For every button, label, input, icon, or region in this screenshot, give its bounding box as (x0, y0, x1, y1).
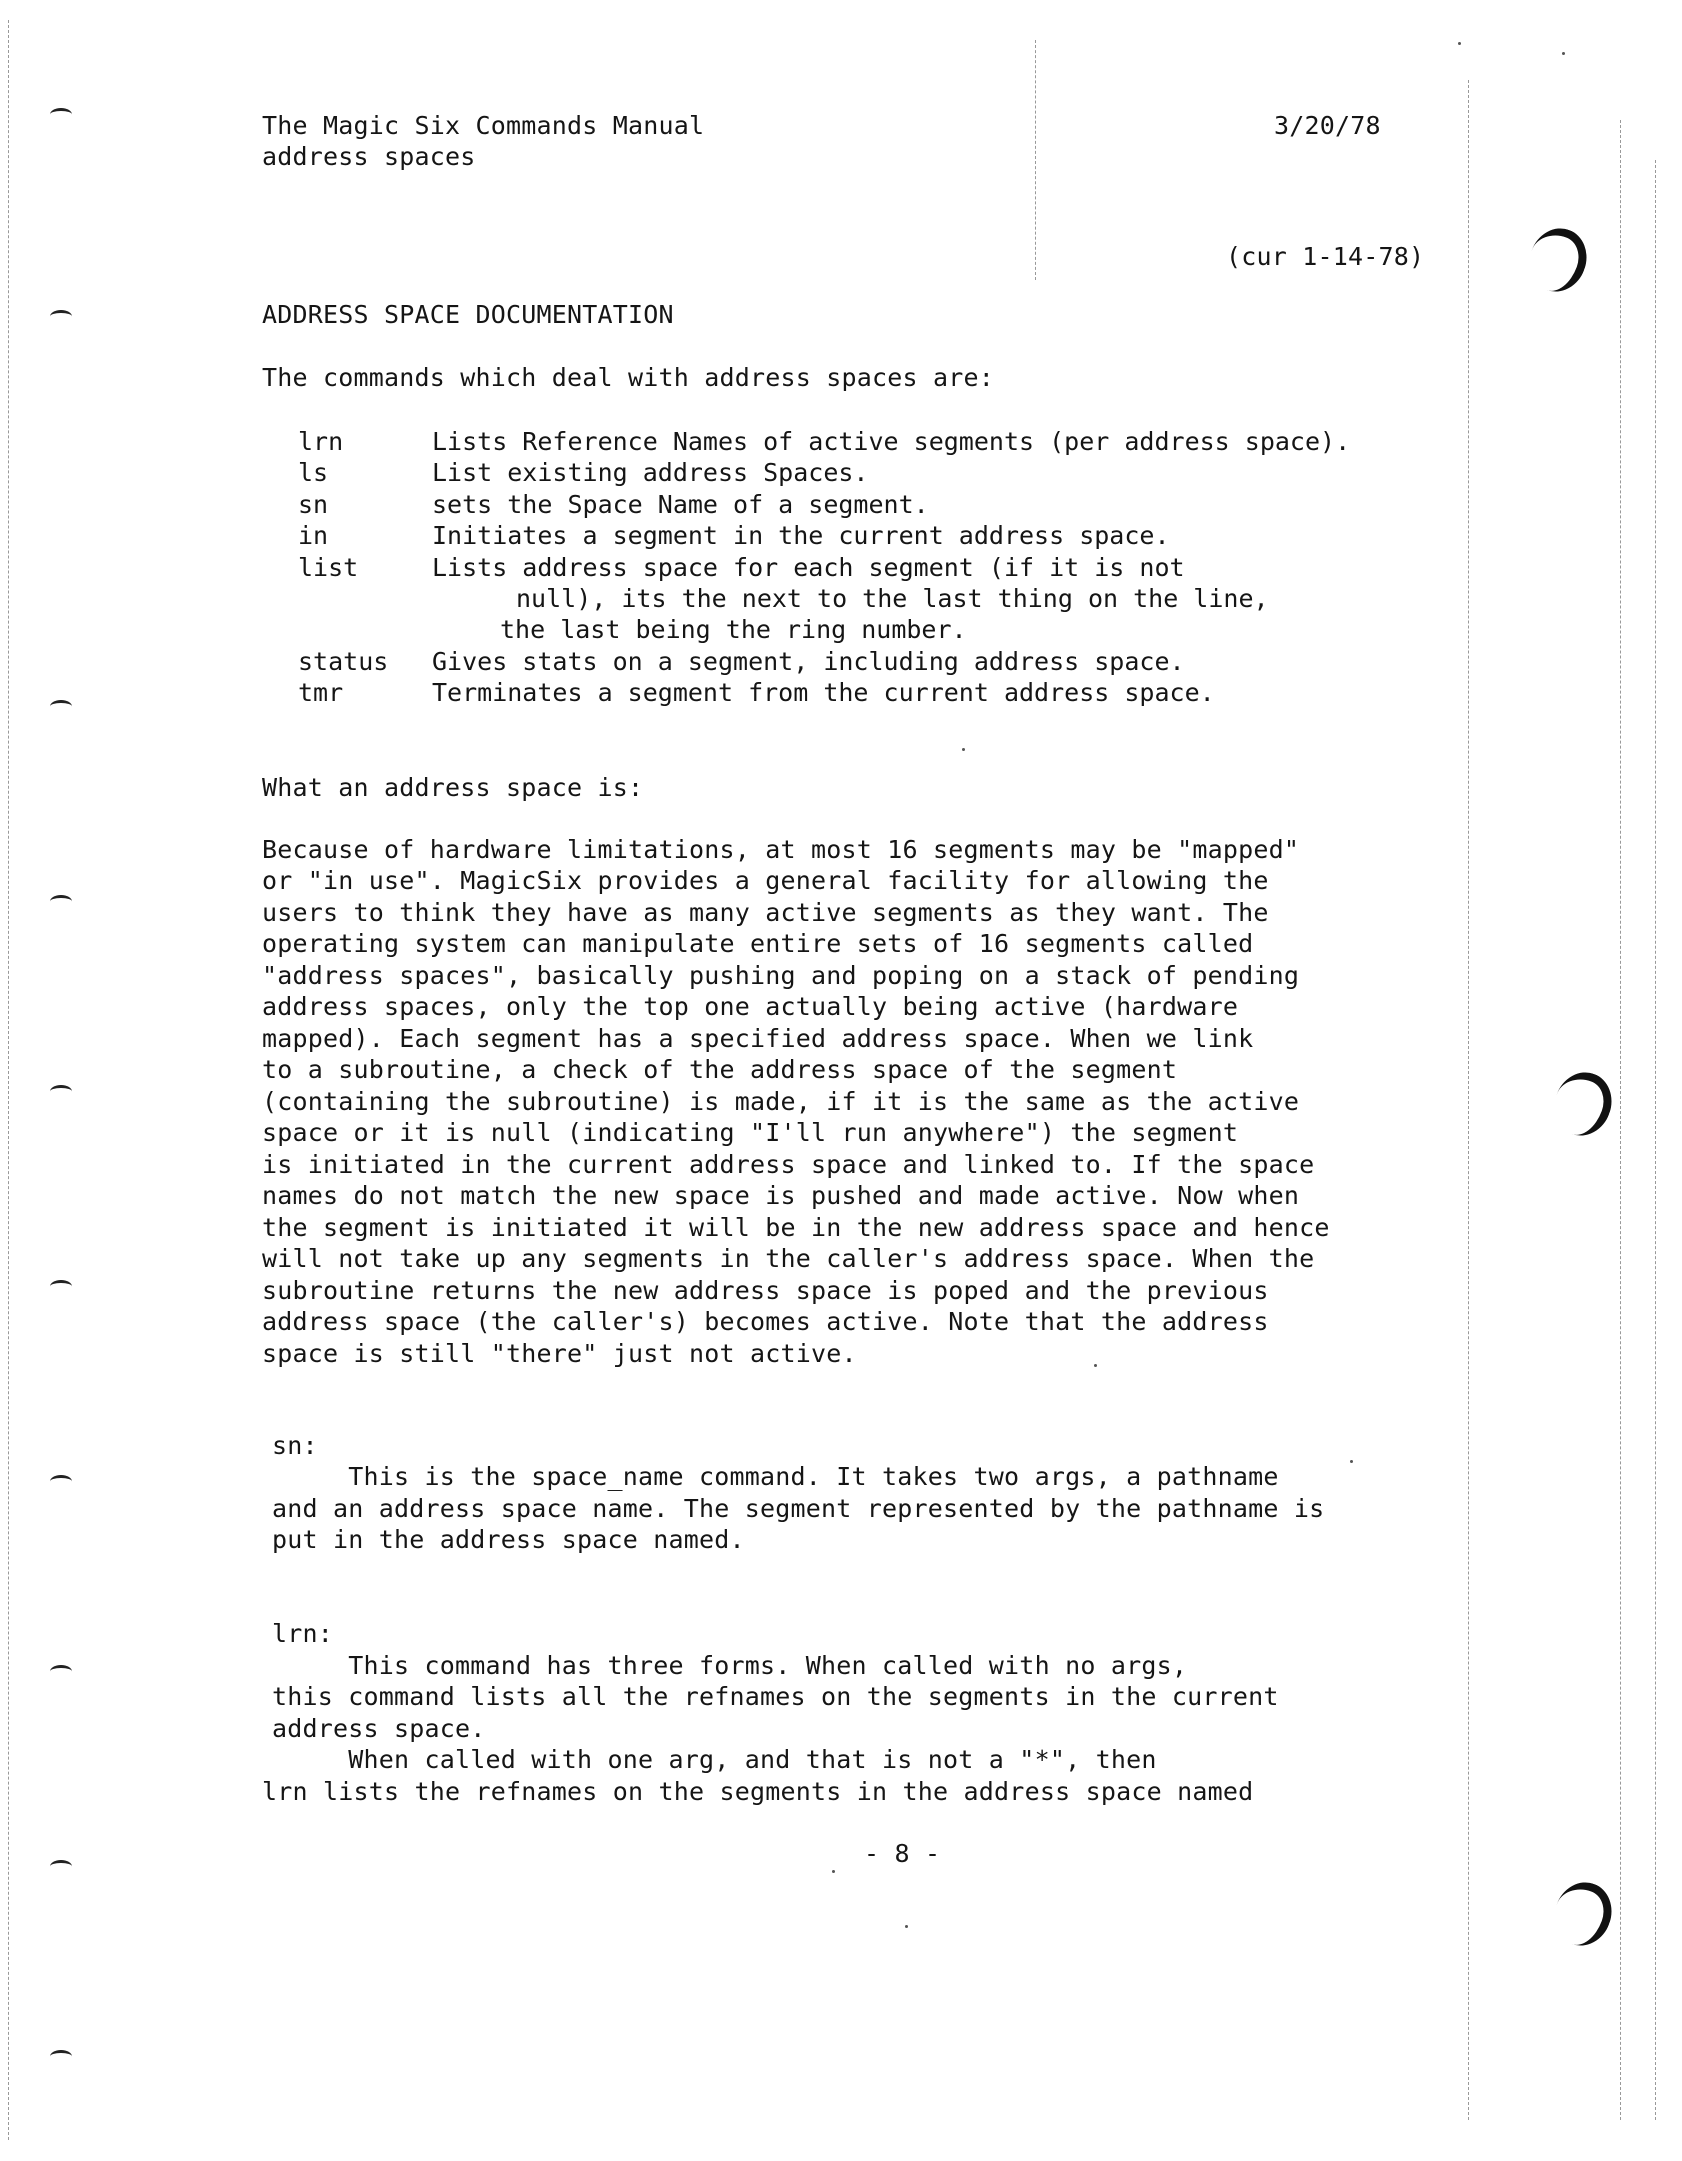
binding-mark (50, 310, 72, 323)
paragraph-line: address space. (272, 1714, 486, 1743)
paragraph-line: names do not match the new space is pushed and made active. Now when (262, 1181, 1300, 1210)
revision-note: (cur 1-14-78) (1226, 242, 1425, 271)
paragraph-line: address spaces, only the top one actually being active (hardware (262, 992, 1239, 1021)
intro-line: The commands which deal with address spaces are: (262, 363, 995, 392)
binding-mark (50, 108, 72, 121)
scan-speck (1562, 52, 1565, 55)
binding-mark (50, 1475, 72, 1488)
paragraph-line: address space (the caller's) becomes active. Note that the address (262, 1307, 1269, 1336)
section-heading: ADDRESS SPACE DOCUMENTATION (262, 300, 674, 329)
manual-title: The Magic Six Commands Manual (262, 111, 705, 140)
binding-mark (50, 1280, 72, 1293)
paragraph-line: lrn lists the refnames on the segments in the address space named (262, 1777, 1254, 1806)
paragraph-line: to a subroutine, a check of the address space of the segment (262, 1055, 1178, 1084)
paragraph-line: users to think they have as many active segments as they want. The (262, 898, 1269, 927)
command-name: sn (298, 490, 329, 519)
scan-edge-line (1620, 120, 1621, 2120)
command-description: List existing address Spaces. (432, 458, 869, 487)
binding-mark (50, 895, 72, 908)
binding-mark (50, 2050, 72, 2063)
manual-section-subtitle: address spaces (262, 142, 476, 171)
paragraph-line: operating system can manipulate entire sets of 16 segments called (262, 929, 1254, 958)
command-name: status (298, 647, 389, 676)
paragraph-line: or "in use". MagicSix provides a general facility for allowing the (262, 866, 1269, 895)
command-name: in (298, 521, 329, 550)
paragraph-line: subroutine returns the new address space is poped and the previous (262, 1276, 1269, 1305)
paragraph-line: "address spaces", basically pushing and poping on a stack of pending (262, 961, 1300, 990)
manual-date: 3/20/78 (1274, 111, 1381, 140)
sn-heading: sn: (272, 1431, 318, 1460)
command-description: sets the Space Name of a segment. (432, 490, 929, 519)
scan-speck (832, 1870, 835, 1873)
command-name: lrn (298, 427, 344, 456)
command-description-continued: null), its the next to the last thing on the line, (516, 584, 1269, 613)
paragraph-line: mapped). Each segment has a specified address space. When we link (262, 1024, 1254, 1053)
page-number: - 8 - (864, 1839, 941, 1868)
command-description-continued: the last being the ring number. (500, 615, 967, 644)
paragraph-line: Because of hardware limitations, at most 16 segments may be "mapped" (262, 835, 1300, 864)
scan-speck (1094, 1364, 1097, 1367)
scan-speck (962, 748, 965, 751)
binding-mark (50, 1665, 72, 1678)
command-description: Lists Reference Names of active segments (per address space). (432, 427, 1351, 456)
scan-edge-line (1035, 40, 1036, 280)
scan-edge-line (1655, 160, 1656, 2120)
command-description: Gives stats on a segment, including address space. (432, 647, 1185, 676)
paragraph-line: This is the space_name command. It takes two args, a pathname (272, 1462, 1279, 1491)
scan-edge-line (8, 20, 9, 2140)
scan-speck (1458, 42, 1461, 45)
binding-mark (50, 700, 72, 713)
paragraph-line: and an address space name. The segment represented by the pathname is (272, 1494, 1325, 1523)
paragraph-line: will not take up any segments in the caller's address space. When the (262, 1244, 1315, 1273)
paragraph-line: the segment is initiated it will be in the new address space and hence (262, 1213, 1330, 1242)
paragraph-line: put in the address space named. (272, 1525, 745, 1554)
punch-hole-mark (1521, 220, 1596, 299)
punch-hole-mark (1546, 1874, 1621, 1953)
command-description: Lists address space for each segment (if it is not (432, 553, 1185, 582)
paragraph-line: space is still "there" just not active. (262, 1339, 857, 1368)
paragraph-line: When called with one arg, and that is not a "*", then (272, 1745, 1157, 1774)
binding-mark (50, 1860, 72, 1873)
binding-mark (50, 1085, 72, 1098)
what-heading: What an address space is: (262, 773, 644, 802)
paragraph-line: (containing the subroutine) is made, if it is the same as the active (262, 1087, 1300, 1116)
punch-hole-mark (1546, 1064, 1621, 1143)
paragraph-line: is initiated in the current address space and linked to. If the space (262, 1150, 1315, 1179)
paragraph-line: This command has three forms. When called with no args, (272, 1651, 1188, 1680)
scan-edge-line (1468, 80, 1469, 2120)
command-name: list (298, 553, 359, 582)
paragraph-line: this command lists all the refnames on the segments in the current (272, 1682, 1279, 1711)
command-name: tmr (298, 678, 344, 707)
scan-speck (1350, 1460, 1353, 1463)
scan-speck (905, 1925, 908, 1928)
command-description: Initiates a segment in the current address space. (432, 521, 1170, 550)
command-name: ls (298, 458, 329, 487)
command-description: Terminates a segment from the current address space. (432, 678, 1215, 707)
paragraph-line: space or it is null (indicating "I'll run anywhere") the segment (262, 1118, 1239, 1147)
lrn-heading: lrn: (272, 1619, 334, 1648)
